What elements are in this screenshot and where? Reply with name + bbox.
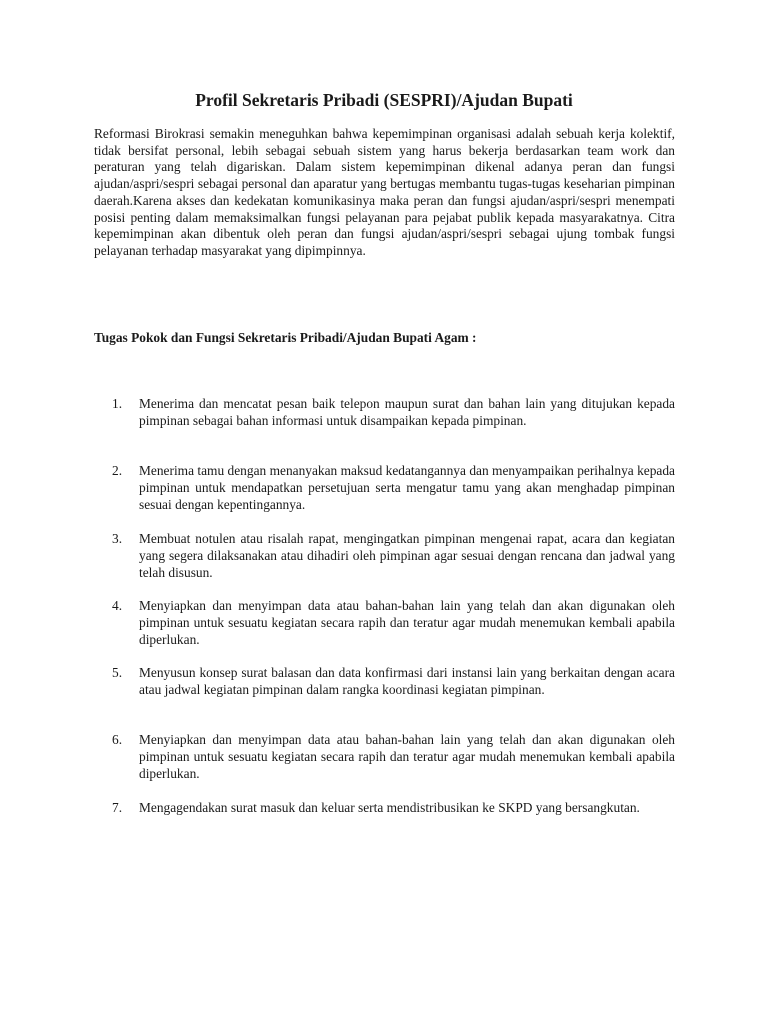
- duty-text: Menerima dan mencatat pesan baik telepon maupun surat dan bahan lain yang ditujukan kepada pimpinan sebagai bahan informasi untuk disampaikan kepada pimpinan.: [139, 396, 675, 428]
- document-title: Profil Sekretaris Pribadi (SESPRI)/Ajudan Bupati: [195, 90, 573, 110]
- duty-text: Mengagendakan surat masuk dan keluar serta mendistribusikan ke SKPD yang bersangkutan.: [139, 800, 640, 815]
- duty-item-6: [112, 732, 675, 782]
- duty-number: 6.: [112, 732, 123, 747]
- duty-number: 2.: [112, 463, 123, 478]
- duty-item-5: [112, 665, 675, 699]
- duty-number: 5.: [112, 665, 123, 680]
- duty-number: 4.: [112, 598, 123, 613]
- duty-item-2: [112, 463, 675, 513]
- duty-text: Membuat notulen atau risalah rapat, mengingatkan pimpinan mengenai rapat, acara dan kegiatan yang segera dilaksanakan atau dihadiri oleh pimpinan agar sesuai dengan rencana dan jadwal yang telah disusun.: [139, 531, 675, 580]
- duty-item-1: [112, 396, 675, 430]
- intro-paragraph: Reformasi Birokrasi semakin meneguhkan bahwa kepemimpinan organisasi adalah sebuah kerja kolektif, tidak bersifat personal, lebih sebagai sebuah sistem yang harus bekerja berdasarkan team work dan peraturan yang telah digariskan. Dalam sistem kepemimpinan dikenal adanya peran dan fungsi ajudan/aspri/sespri sebagai personal dan aparatur yang bertugas membantu tugas-tugas keseharian pimpinan daerah.Karena akses dan kedekatan komunikasinya maka peran dan fungsi ajudan/aspri/sespri menempati posisi penting dalam memaksimalkan fungsi pelayanan para pejabat publik kepada masyarakatnya. Citra kepemimpinan akan dibentuk oleh peran dan fungsi ajudan/aspri/sespri sebagai ujung tombak fungsi pelayanan terhadap masyarakat yang dipimpinnya.: [94, 126, 675, 258]
- section-heading: Tugas Pokok dan Fungsi Sekretaris Pribadi/Ajudan Bupati Agam :: [94, 330, 477, 345]
- duty-text: Menyiapkan dan menyimpan data atau bahan-bahan lain yang telah dan akan digunakan oleh pimpinan untuk sesuatu kegiatan secara rapih dan teratur agar mudah menemukan kembali apabila diperlukan.: [139, 732, 675, 781]
- duty-text: Menyusun konsep surat balasan dan data konfirmasi dari instansi lain yang berkaitan dengan acara atau jadwal kegiatan pimpinan dalam rangka koordinasi kegiatan pimpinan.: [139, 665, 675, 697]
- duty-text: Menerima tamu dengan menanyakan maksud kedatangannya dan menyampaikan perihalnya kepada pimpinan untuk mendapatkan persetujuan serta mengatur tamu yang akan menghadap pimpinan sesuai dengan kepentingannya.: [139, 463, 675, 512]
- duty-item-4: [112, 598, 675, 648]
- duty-item-3: [112, 531, 675, 581]
- duty-number: 7.: [112, 800, 123, 815]
- duty-text: Menyiapkan dan menyimpan data atau bahan-bahan lain yang telah dan akan digunakan oleh pimpinan untuk sesuatu kegiatan secara rapih dan teratur agar mudah menemukan kembali apabila diperlukan.: [139, 598, 675, 647]
- duty-number: 3.: [112, 531, 123, 546]
- duty-number: 1.: [112, 396, 123, 411]
- duty-item-7: [112, 800, 675, 817]
